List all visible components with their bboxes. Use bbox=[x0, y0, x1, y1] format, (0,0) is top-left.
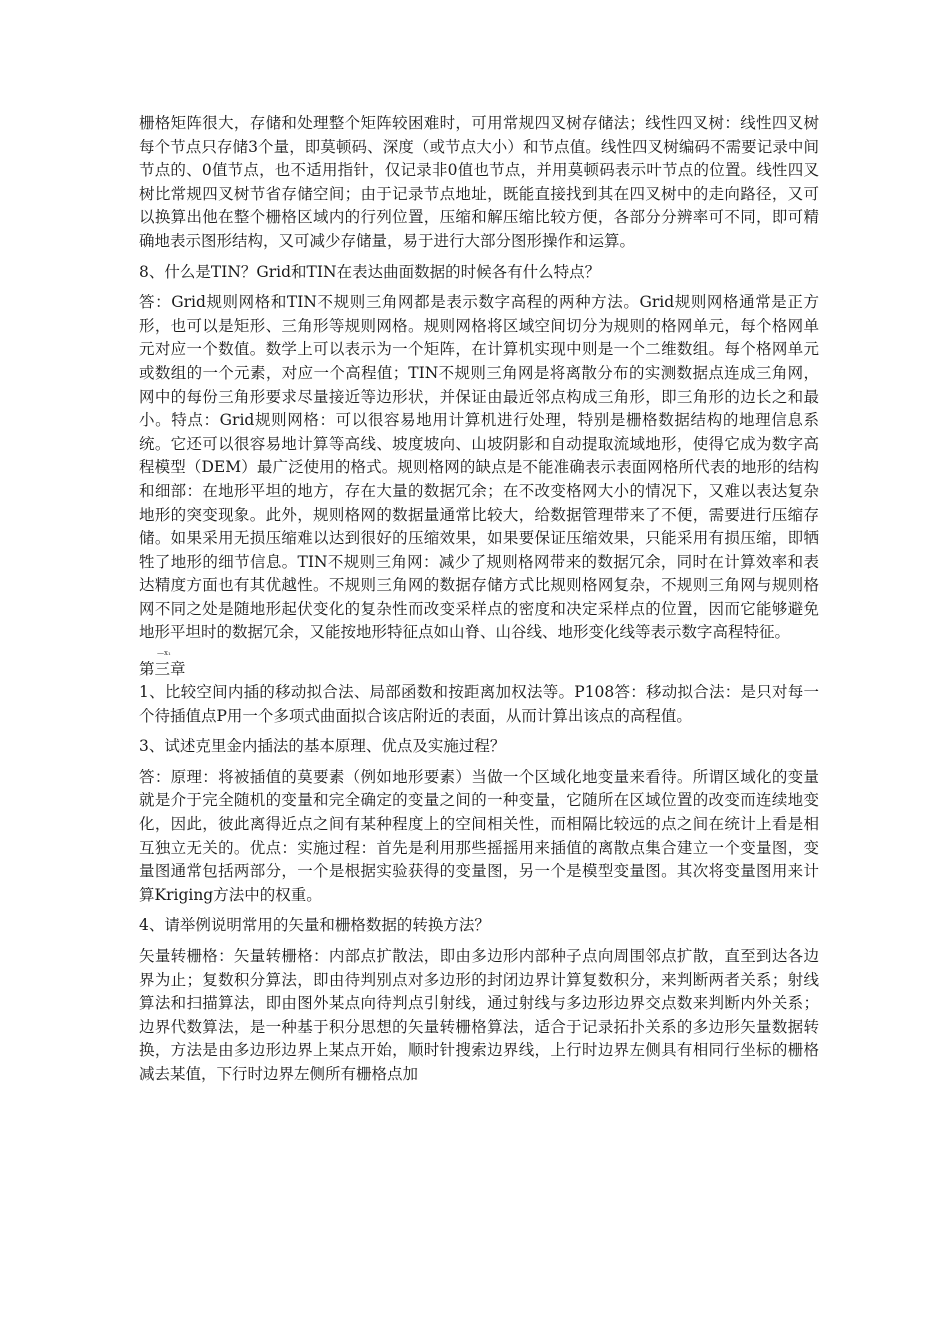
answer-3: 答：原理：将被插值的莫要素（例如地形要素）当做一个区域化地变量来看待。所谓区域化的变量就是介于完全随机的变量和完全确定的变量之间的一种变量，它随所在区域位置的改变而连续地变化，因此，彼此离得近点之间有某种程度上的空间相关性，而相隔比较远的点之间在统计上看是相互独立无关的。优点：实施过程：首先是利用那些摇摇用来插值的离散点集合建立一个变量图，变量图通常包括两部分，一个是根据实验获得的变量图，另一个是模型变量图。其次将变量图用来计算Kriging方法中的权重。 bbox=[139, 767, 819, 904]
margin-mark: —x₁ bbox=[157, 649, 171, 658]
question-8: 8、什么是TIN？Grid和TIN在表达曲面数据的时候各有什么特点？ bbox=[139, 262, 601, 281]
answer-8: 答：Grid规则网格和TIN不规则三角网都是表示数字高程的两种方法。Grid规则网格通常是正方形，也可以是矩形、三角形等规则网格。规则网格将区域空间切分为规则的格网单元，每个格网单元对应一个数值。数学上可以表示为一个矩阵，在计算机实现中则是一个二维数组。每个格网单元或数组的一个元素，对应一个高程值；TIN不规则三角网是将离散分布的实测数据点连成三角网，网中的每份三角形要求尽量接近等边形状，并保证由最近邻点构成三角形，即三角形的边长之和最小。特点：Grid规则网格：可以很容易地用计算机进行处理，特别是栅格数据结构的地理信息系统。它还可以很容易地计算等高线、坡度坡向、山坡阴影和自动提取流域地形，使得它成为数字高程模型（DEM）最广泛使用的格式。规则格网的缺点是不能准确表示表面网格所代表的地形的结构和细部：在地形平坦的地方，存在大量的数据冗余；在不改变格网大小的情况下，又难以表达复杂地形的突变现象。此外，规则格网的数据量通常比较大，给数据管理带来了不便，需要进行压缩存储。如果采用无损压缩难以达到很好的压缩效果，如果要保证压缩效果，只能采用有损压缩，即牺牲了地形的细节信息。TIN不规则三角网：减少了规则格网带来的数据冗余，同时在计算效率和表达精度方面也有其优越性。不规则三角网的数据存储方式比规则格网复杂，不规则三角网与规则格网不同之处是随地形起伏变化的复杂性而改变采样点的密度和决定采样点的位置，因而它能够避免地形平坦时的数据冗余，又能按地形特征点如山脊、山谷线、地形变化线等表示数字高程特征。 bbox=[139, 293, 819, 642]
question-1: 1、比较空间内插的移动拟合法、局部函数和按距离加权法等。P108答：移动拟合法：是只对每一个待插值点P用一个多项式曲面拟合该店附近的表面，从而计算出该点的高程值。 bbox=[139, 683, 819, 725]
paragraph-linear-quadtree: 栅格矩阵很大，存储和处理整个矩阵较困难时，可用常规四叉树存储法；线性四叉树：线性四叉树每个节点只存储3个量，即莫顿码、深度（或节点大小）和节点值。线性四叉树编码不需要记录中间节点的、0值节点，也不适用指针，仅记录非0值也节点，并用莫顿码表示叶节点的位置。线性四叉树比常规四叉树节省存储空间；由于记录节点地址，既能直接找到其在四叉树中的走向路径，又可以换算出他在整个栅格区域内的行列位置，压缩和解压缩比较方便，各部分分辨率可不同，即可精确地表示图形结构，又可减少存储量，易于进行大部分图形操作和运算。 bbox=[139, 114, 819, 250]
chapter-heading: 第三章 bbox=[139, 660, 186, 679]
question-3: 3、试述克里金内插法的基本原理、优点及实施过程？ bbox=[139, 737, 506, 756]
document-page bbox=[139, 112, 819, 1087]
question-4: 4、请举例说明常用的矢量和栅格数据的转换方法？ bbox=[139, 916, 490, 935]
answer-4: 矢量转栅格：矢量转栅格：内部点扩散法，即由多边形内部种子点向周围邻点扩散，直至到达各边界为止；复数积分算法，即由待判别点对多边形的封闭边界计算复数积分，来判断两者关系；射线算法和扫描算法，即由图外某点向待判点引射线，通过射线与多边形边界交点数来判断内外关系；边界代数算法，是一种基于积分思想的矢量转栅格算法，适合于记录拓扑关系的多边形矢量数据转换，方法是由多边形边界上某点开始，顺时针搜索边界线，上行时边界左侧具有相同行坐标的栅格减去某值，下行时边界左侧所有栅格点加 bbox=[139, 947, 819, 1083]
